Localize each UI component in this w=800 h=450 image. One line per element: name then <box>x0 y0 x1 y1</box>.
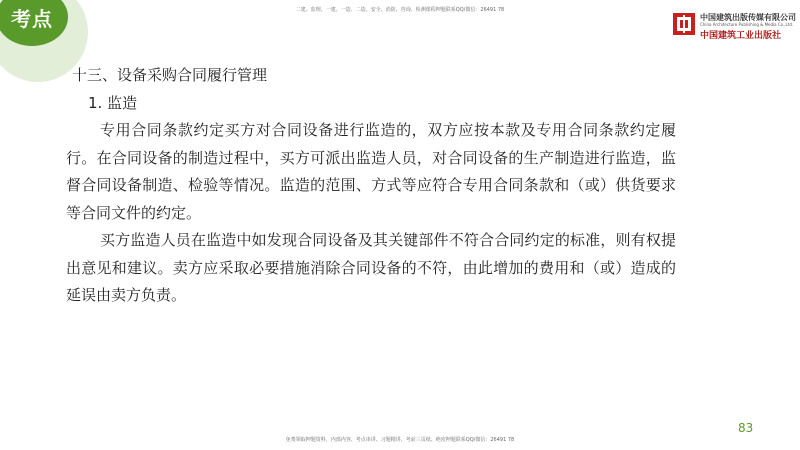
subsection-heading: 1. 监造 <box>88 93 138 112</box>
body-paragraph-2: 买方监造人员在监造中如发现合同设备及其关键部件不符合合同约定的标准，则有权提出意见和建议。卖方应采取必要措施消除合同设备的不符，由此增加的费用和（或）造成的延误由卖方负责。 <box>66 231 676 304</box>
publisher-brand-cn: 中国建筑工业出版社 <box>700 31 782 41</box>
body-paragraph-1: 专用合同条款约定买方对合同设备进行监造的，双方应按本款及专用合同条款约定履行。在合同设备的制造过程中，买方可派出监造人员，对合同设备的生产制造进行监造，监督合同设备制造、检验等情况。监造的范围、方式等应符合专用合同条款和（或）供货要求等合同文件的约定。 <box>66 121 676 222</box>
page-number: 83 <box>738 421 754 435</box>
topic-badge-label: 考点 <box>0 0 68 46</box>
section-heading: 十三、设备采购合同履行管理 <box>72 66 268 84</box>
publisher-name-cn: 中国建筑出版传媒有限公司 <box>700 13 796 22</box>
publisher-emblem-icon <box>672 12 696 36</box>
header-note: 二建、监理、一建、一造、二造、安全、消防、咨询、检测课程押题联系QQ/微信：26491 78 <box>295 7 505 13</box>
footer-note: 免费领取押题资料，内部内容、考点串讲、习题精讲、考前三页纸、绝密押题联系QQ/微信：26491 78 <box>285 437 515 443</box>
publisher-logo <box>672 10 796 41</box>
slide-content <box>66 62 676 310</box>
publisher-name-en: China Architecture Publishing & Media Co.,Ltd. <box>700 22 794 27</box>
